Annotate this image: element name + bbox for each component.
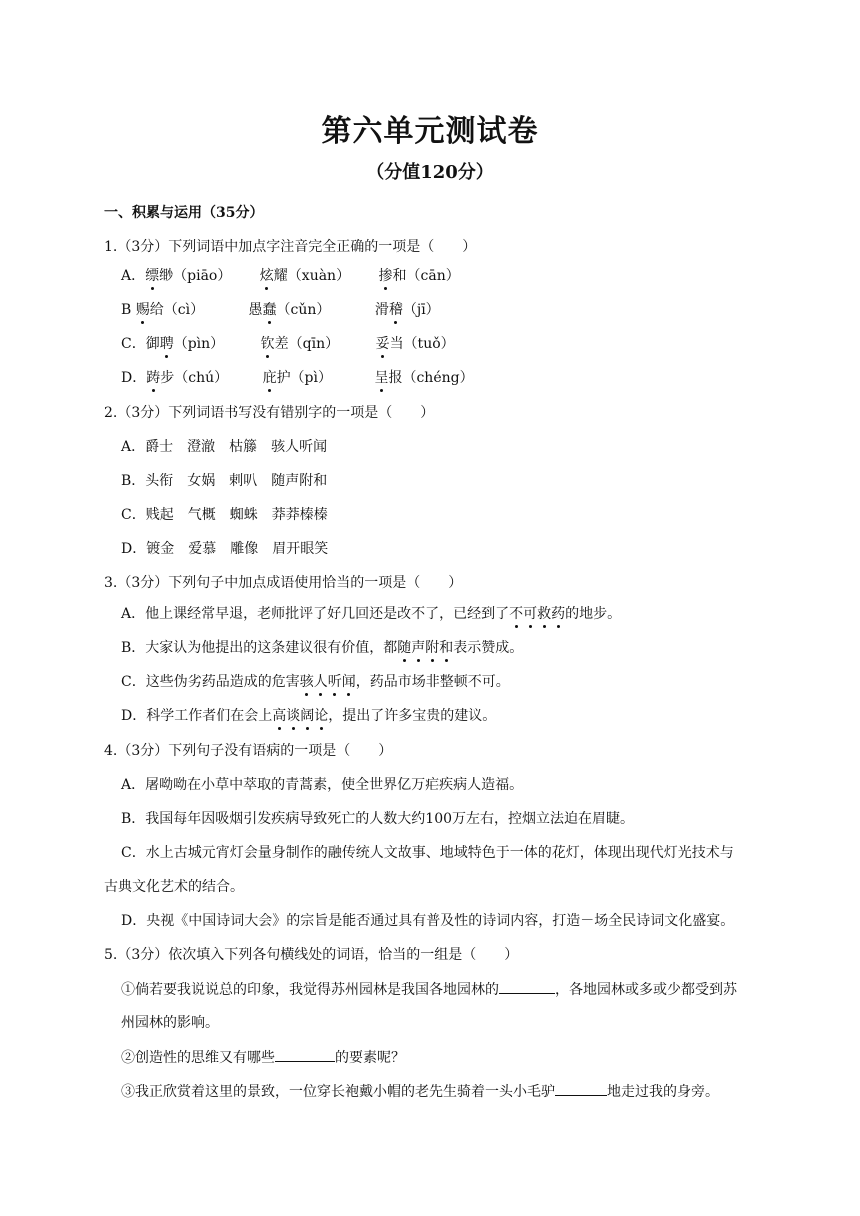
dotted-char: 救 bbox=[537, 606, 552, 622]
sentence-text: ，各地园林或多或少都受到苏 bbox=[555, 982, 737, 998]
dotted-char: 药 bbox=[551, 606, 566, 622]
dotted-char: 钦 bbox=[260, 336, 275, 352]
answer-blank[interactable] bbox=[275, 1047, 335, 1062]
dotted-char: 人 bbox=[313, 674, 328, 690]
page-title: 第六单元测试卷 bbox=[321, 114, 539, 149]
question-3-option-b bbox=[121, 638, 523, 658]
dotted-char: 稽 bbox=[388, 302, 403, 318]
option-text: 和（cān） bbox=[392, 268, 460, 284]
dotted-char: 蠢 bbox=[262, 302, 277, 318]
question-2-stem: 2.（3分）下列词语书写没有错别字的一项是（ ） bbox=[104, 405, 435, 421]
option-text: 护（pì） bbox=[276, 370, 333, 386]
option-text: ，药品市场非整顿不可。 bbox=[355, 674, 510, 690]
question-5-sentence-2 bbox=[121, 1047, 405, 1068]
question-4-option-c-cont: 古典文化艺术的结合。 bbox=[104, 879, 244, 895]
dotted-char: 骇 bbox=[299, 674, 314, 690]
section-heading: 一、积累与运用（35分） bbox=[104, 205, 264, 221]
page-subtitle: （分值120分） bbox=[366, 162, 494, 183]
answer-blank[interactable] bbox=[499, 979, 555, 994]
option-text: 当（tuǒ） bbox=[389, 336, 455, 352]
option-text: （cǔn） bbox=[276, 302, 331, 318]
question-5-sentence-3 bbox=[121, 1081, 719, 1102]
option-text: B．大家认为他提出的这条建议很有价值，都 bbox=[121, 640, 398, 656]
question-3-option-d bbox=[121, 706, 496, 726]
dotted-char: 闻 bbox=[341, 674, 356, 690]
option-text: 愚 bbox=[248, 302, 263, 318]
option-text: （pìn） bbox=[173, 336, 225, 352]
dotted-char: 踌 bbox=[146, 370, 161, 386]
dotted-char: 附 bbox=[425, 640, 440, 656]
dotted-char: 呈 bbox=[374, 370, 389, 386]
sentence-text: ①倘若要我说说总的印象，我觉得苏州园林是我国各地园林的 bbox=[121, 982, 499, 998]
dotted-char: 妥 bbox=[375, 336, 390, 352]
dotted-char: 缥 bbox=[145, 268, 160, 284]
option-text: 差（qīn） bbox=[274, 336, 340, 352]
question-4-option-c: C．水上古城元宵灯会量身制作的融传统人文故事、地域特色于一体的花灯，体现出现代灯光技术与 bbox=[121, 845, 734, 861]
option-text: 耀（xuàn） bbox=[273, 268, 351, 284]
question-4-option-a: A．屠呦呦在小草中萃取的青蒿素，使全世界亿万疟疾病人造福。 bbox=[121, 777, 524, 793]
dotted-char: 庇 bbox=[262, 370, 277, 386]
option-label: A． bbox=[121, 268, 146, 284]
question-1-option-b bbox=[121, 300, 440, 320]
option-text: A．他上课经常早退，老师批评了好几回还是改不了，已经到了 bbox=[121, 606, 510, 622]
question-4-stem: 4.（3分）下列句子没有语病的一项是（ ） bbox=[104, 743, 393, 759]
option-text: D．科学工作者们在会上 bbox=[121, 708, 273, 724]
question-4-option-b: B．我国每年因吸烟引发疾病导致死亡的人数大约100万左右，控烟立法迫在眉睫。 bbox=[121, 811, 635, 827]
question-1-option-a bbox=[121, 266, 460, 286]
dotted-char: 炫 bbox=[259, 268, 274, 284]
sentence-text: 的要素呢？ bbox=[335, 1050, 405, 1066]
option-text: 的地步。 bbox=[565, 606, 622, 622]
dotted-char: 掺 bbox=[378, 268, 393, 284]
option-text: ，提出了许多宝贵的建议。 bbox=[328, 708, 497, 724]
option-text: 滑 bbox=[374, 302, 389, 318]
question-2-option-c: C．贱起 气概 蜘蛛 莽莽榛榛 bbox=[121, 507, 328, 523]
question-1-stem: 1.（3分）下列词语中加点字注音完全正确的一项是（ ） bbox=[104, 239, 477, 255]
question-2-option-b: B．头衔 女娲 剌叭 随声附和 bbox=[121, 473, 328, 489]
dotted-char: 赐 bbox=[135, 302, 150, 318]
option-label: D． bbox=[121, 370, 147, 386]
dotted-char: 声 bbox=[411, 640, 426, 656]
question-2-option-d: D．镀金 爱慕 雕像 眉开眼笑 bbox=[121, 541, 329, 557]
dotted-char: 论 bbox=[314, 708, 329, 724]
option-text: 缈（piāo） bbox=[159, 268, 232, 284]
question-4-option-d: D．央视《中国诗词大会》的宗旨是能否通过具有普及性的诗词内容，打造－场全民诗词文化盛宴。 bbox=[121, 913, 735, 929]
sentence-text: ②创造性的思维又有哪些 bbox=[121, 1050, 275, 1066]
question-3-option-c bbox=[121, 672, 510, 692]
option-text: C．这些伪劣药品造成的危害 bbox=[121, 674, 300, 690]
sentence-text: ③我正欣赏着这里的景致，一位穿长袍戴小帽的老先生骑着一头小毛驴 bbox=[121, 1084, 555, 1100]
dotted-char: 聘 bbox=[159, 336, 174, 352]
question-5-stem: 5.（3分）依次填入下列各句横线处的词语，恰当的一组是（ ） bbox=[104, 947, 519, 963]
option-text: C．御 bbox=[121, 336, 160, 352]
dotted-char: 阔 bbox=[300, 708, 315, 724]
option-text: 步（chú） bbox=[160, 370, 229, 386]
dotted-char: 和 bbox=[439, 640, 454, 656]
option-text: 报（chéng） bbox=[388, 370, 474, 386]
dotted-char: 听 bbox=[327, 674, 342, 690]
dotted-char: 可 bbox=[523, 606, 538, 622]
question-5-sentence-1 bbox=[121, 979, 737, 1000]
sentence-text: 地走过我的身旁。 bbox=[607, 1084, 719, 1100]
option-text: 表示赞成。 bbox=[453, 640, 524, 656]
dotted-char: 高 bbox=[272, 708, 287, 724]
question-1-option-d bbox=[121, 368, 474, 388]
dotted-char: 不 bbox=[509, 606, 524, 622]
question-1-option-c bbox=[121, 334, 455, 354]
option-text: （jī） bbox=[402, 302, 440, 318]
question-2-option-a: A．爵士 澄澈 枯籐 骇人听闻 bbox=[121, 439, 328, 455]
question-3-option-a bbox=[121, 604, 621, 624]
dotted-char: 谈 bbox=[286, 708, 301, 724]
option-label: B bbox=[121, 302, 136, 318]
answer-blank[interactable] bbox=[555, 1081, 607, 1096]
option-text: 给（cì） bbox=[149, 302, 205, 318]
question-5-sentence-1-cont: 州园林的影响。 bbox=[121, 1015, 219, 1031]
dotted-char: 随 bbox=[397, 640, 412, 656]
question-3-stem: 3.（3分）下列句子中加点成语使用恰当的一项是（ ） bbox=[104, 575, 463, 591]
